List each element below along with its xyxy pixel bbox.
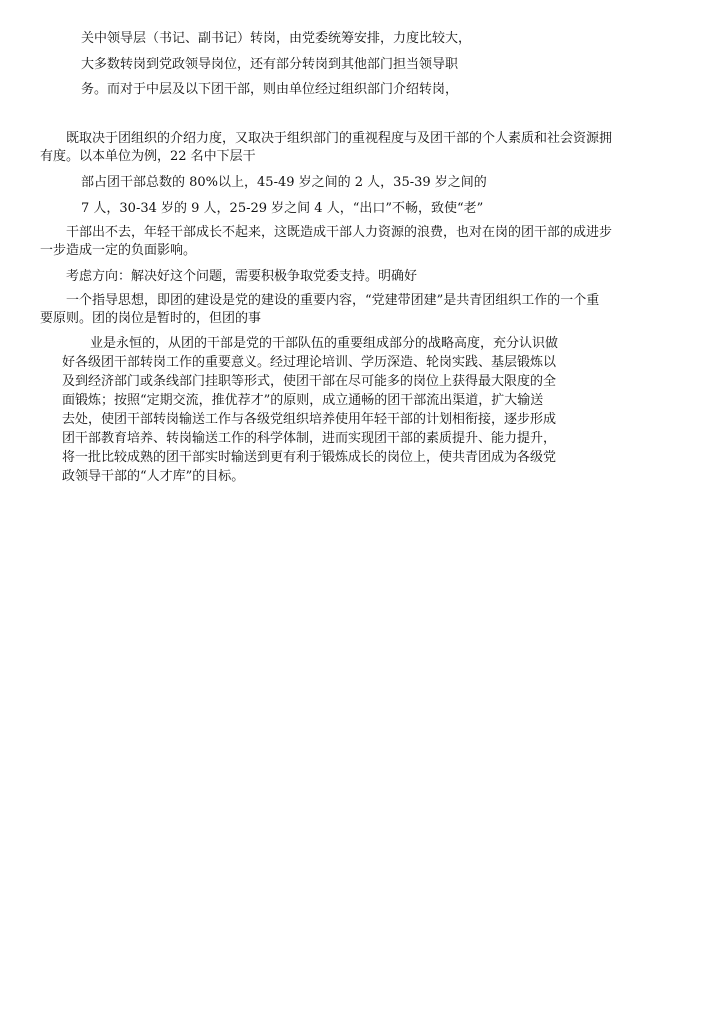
paragraph-block	[62, 334, 602, 486]
text-line: 将一批比较成熟的团干部实时输送到更有利于锻炼成长的岗位上，使共青团成为各级党	[62, 450, 557, 465]
text-line: 政领导干部的“人才库”的目标。	[62, 469, 245, 484]
text-line: 部占团干部总数的 80%以上，45-49 岁之间的 2 人，35-39 岁之间的	[81, 175, 487, 190]
text-line: 考虑方向：解决好这个问题，需要积极争取党委支持。明确好	[66, 269, 418, 284]
text-line: 既取决于团组织的介绍力度，又取决于组织部门的重视程度与及团干部的个人素质和社会资源拥	[66, 131, 613, 146]
text-line: 及到经济部门或条线部门挂职等形式，使团干部在尽可能多的岗位上获得最大限度的全	[62, 374, 557, 389]
text-line: 一个指导思想，即团的建设是党的建设的重要内容，“党建带团建”是共青团组织工作的一个重	[66, 293, 600, 308]
text-line: 业是永恒的，从团的干部是党的干部队伍的重要组成部分的战略高度，充分认识做	[90, 336, 559, 351]
text-line: 要原则。团的岗位是暂时的，但团的事	[40, 311, 262, 326]
text-line: 务。而对于中层及以下团干部，则由单位经过组织部门介绍转岗，	[81, 82, 459, 97]
text-line: 关中领导层（书记、副书记）转岗，由党委统筹安排，力度比较大，	[81, 31, 472, 46]
text-line: 面锻炼；按照“定期交流，推优荐才”的原则，成立通畅的团干部流出渠道，扩大输送	[62, 393, 544, 408]
text-line: 干部出不去，年轻干部成长不起来，这既造成干部人力资源的浪费，也对在岗的团干部的成进步	[66, 225, 613, 240]
text-line: 一步造成一定的负面影响。	[40, 243, 197, 258]
text-line: 有度。以本单位为例，22 名中下层干	[40, 149, 256, 164]
text-line: 好各级团干部转岗工作的重要意义。经过理论培训、学历深造、轮岗实践、基层锻炼以	[62, 355, 557, 370]
text-line: 大多数转岗到党政领导岗位，还有部分转岗到其他部门担当领导职	[81, 57, 459, 72]
text-line: 去处，使团干部转岗输送工作与各级党组织培养使用年轻干部的计划相衔接，逐步形成	[62, 412, 557, 427]
text-line: 团干部教育培养、转岗输送工作的科学体制，进而实现团干部的素质提升、能力提升，	[62, 431, 557, 446]
text-line: 7 人，30-34 岁的 9 人，25-29 岁之间 4 人，“出口”不畅，致使“老”	[81, 201, 484, 216]
